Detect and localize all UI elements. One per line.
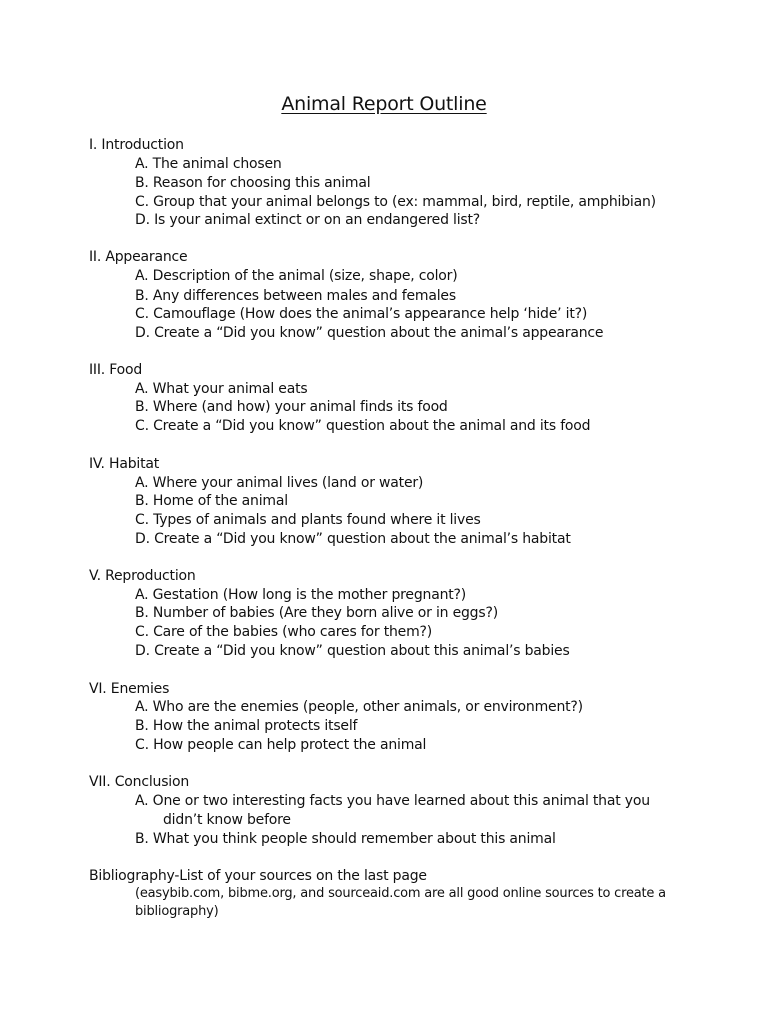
outline-item: A. Gestation (How long is the mother pregnant?) <box>135 587 467 603</box>
section-heading-introduction: I. Introduction <box>89 137 184 153</box>
outline-item: A. Where your animal lives (land or water) <box>135 475 424 491</box>
outline-item: B. Where (and how) your animal finds its food <box>135 399 448 415</box>
outline-item: C. How people can help protect the animal <box>135 737 427 753</box>
outline-item: B. Reason for choosing this animal <box>135 175 371 191</box>
outline-item: B. Home of the animal <box>135 493 288 509</box>
section-heading-conclusion: VII. Conclusion <box>89 774 190 790</box>
outline-item: D. Is your animal extinct or on an endangered list? <box>135 212 481 228</box>
bibliography-note: (easybib.com, bibme.org, and sourceaid.com are all good online sources to create a <box>135 886 666 901</box>
bibliography-note-continuation: bibliography) <box>135 904 219 919</box>
outline-item: D. Create a “Did you know” question about the animal’s habitat <box>135 531 571 547</box>
section-heading-reproduction: V. Reproduction <box>89 568 196 584</box>
section-heading-food: III. Food <box>89 362 143 378</box>
outline-item: A. Description of the animal (size, shape, color) <box>135 268 458 284</box>
outline-item: B. Any differences between males and females <box>135 288 456 304</box>
outline-item: D. Create a “Did you know” question about this animal’s babies <box>135 643 570 659</box>
outline-item: A. One or two interesting facts you have learned about this animal that you <box>135 793 650 809</box>
page-title: Animal Report Outline <box>281 93 487 115</box>
outline-item: C. Care of the babies (who cares for them?) <box>135 624 433 640</box>
outline-item: C. Create a “Did you know” question about the animal and its food <box>135 418 591 434</box>
section-heading-appearance: II. Appearance <box>89 249 188 265</box>
outline-item: A. The animal chosen <box>135 156 282 172</box>
outline-item: A. What your animal eats <box>135 381 308 397</box>
section-heading-habitat: IV. Habitat <box>89 456 160 472</box>
outline-item: A. Who are the enemies (people, other animals, or environment?) <box>135 699 583 715</box>
bibliography-heading: Bibliography-List of your sources on the last page <box>89 868 427 884</box>
outline-item: D. Create a “Did you know” question about the animal’s appearance <box>135 325 604 341</box>
outline-item-continuation: didn’t know before <box>163 812 291 828</box>
outline-item: C. Group that your animal belongs to (ex: mammal, bird, reptile, amphibian) <box>135 194 656 210</box>
outline-item: B. What you think people should remember about this animal <box>135 831 556 847</box>
outline-item: C. Types of animals and plants found where it lives <box>135 512 481 528</box>
outline-item: B. Number of babies (Are they born alive or in eggs?) <box>135 605 498 621</box>
section-heading-enemies: VI. Enemies <box>89 681 170 697</box>
outline-item: C. Camouflage (How does the animal’s appearance help ‘hide’ it?) <box>135 306 588 322</box>
outline-item: B. How the animal protects itself <box>135 718 358 734</box>
